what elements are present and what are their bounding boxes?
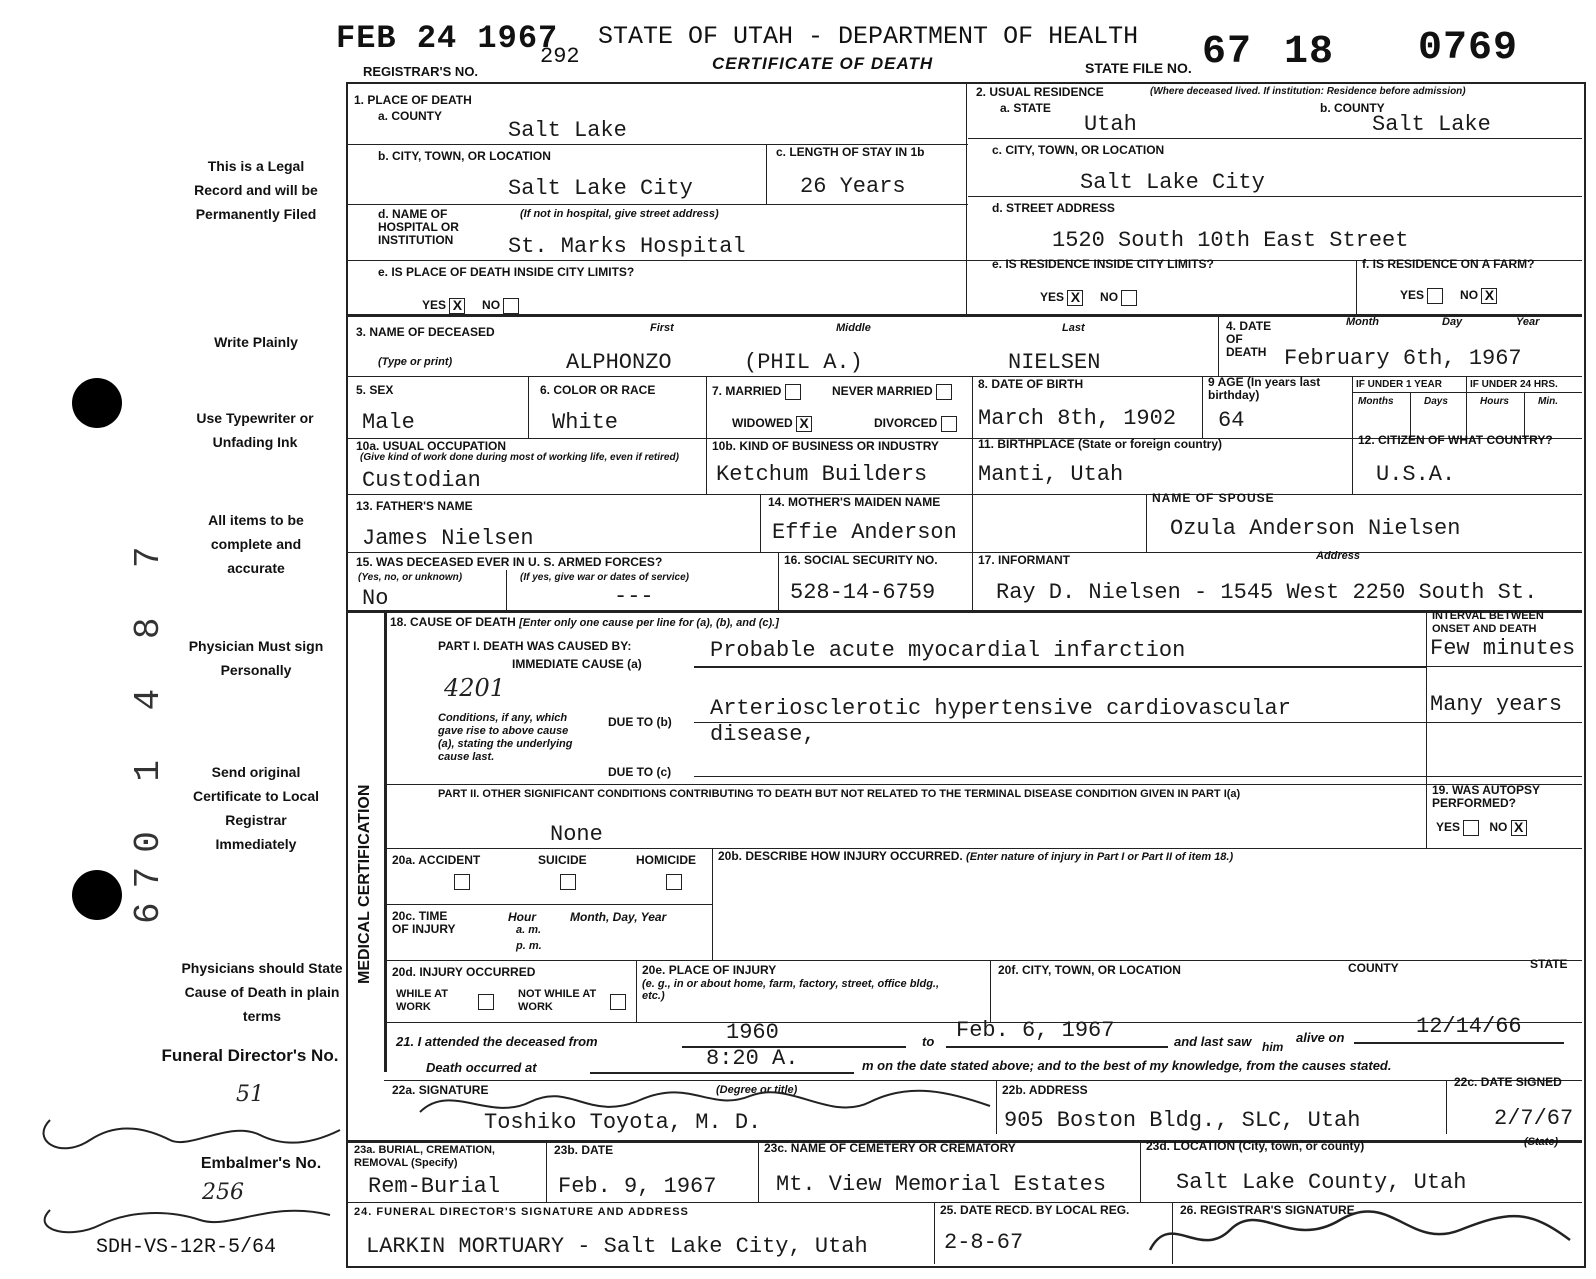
disposition-field[interactable]: Rem-Burial	[368, 1174, 501, 1199]
inside-city-limits-label: e. IS PLACE OF DEATH INSIDE CITY LIMITS?	[378, 265, 635, 279]
minutes-label: Min.	[1538, 396, 1558, 407]
sidebar-send-note: Send original Certificate to Local Registrar Immediately	[192, 764, 320, 852]
last-saw-label: and last saw	[1174, 1034, 1252, 1049]
residence-city-yes-label: YES	[1040, 290, 1065, 305]
injury-county-label: COUNTY	[1348, 961, 1399, 975]
death-county-field[interactable]: Salt Lake	[508, 118, 627, 143]
time-of-injury-label: 20c. TIME OF INJURY	[392, 909, 456, 936]
autopsy-yes-checkbox[interactable]	[1463, 820, 1479, 836]
date-signed-label: 22c. DATE SIGNED	[1454, 1075, 1562, 1089]
alive-on-label: alive on	[1296, 1030, 1345, 1045]
registrar-signature-label: 26. REGISTRAR'S SIGNATURE	[1180, 1203, 1355, 1217]
state-file-year: 67	[1202, 30, 1253, 75]
injury-description-label: 20b. DESCRIBE HOW INJURY OCCURRED.	[718, 849, 963, 863]
under-24-hrs-label: IF UNDER 24 HRS.	[1470, 379, 1558, 390]
sex-field[interactable]: Male	[362, 410, 415, 435]
residence-county-label: b. COUNTY	[1320, 101, 1385, 115]
embalmer-label: Embalmer's No.	[200, 1155, 322, 1172]
accident-checkbox[interactable]	[454, 874, 470, 890]
date-received-label: 25. DATE RECD. BY LOCAL REG.	[940, 1203, 1130, 1217]
due-to-c-label: DUE TO (c)	[608, 765, 672, 779]
cause-of-death-label: 18. CAUSE OF DEATH	[390, 615, 516, 629]
sidebar-legal-note: This is a Legal Record and will be Permanently Filed	[194, 158, 318, 222]
homicide-label: HOMICIDE	[636, 853, 696, 867]
citizen-field[interactable]: U.S.A.	[1376, 462, 1456, 487]
attended-to-label: to	[922, 1034, 935, 1049]
due-to-b-label: DUE TO (b)	[608, 715, 672, 729]
am-label: a. m.	[516, 924, 542, 936]
sidebar-typewriter-note: Use Typewriter or Unfading Ink	[196, 410, 314, 450]
place-of-injury-label: 20e. PLACE OF INJURY	[642, 963, 777, 977]
death-city-label: b. CITY, TOWN, OR LOCATION	[378, 149, 551, 163]
form-number: SDH-VS-12R-5/64	[96, 1236, 277, 1259]
farm-yes-checkbox[interactable]	[1427, 288, 1443, 304]
father-name-label: 13. FATHER'S NAME	[356, 499, 473, 513]
race-field[interactable]: White	[552, 410, 619, 435]
residence-state-field[interactable]: Utah	[1084, 112, 1137, 137]
hospital-field[interactable]: St. Marks Hospital	[508, 234, 746, 259]
ssn-label: 16. SOCIAL SECURITY NO.	[784, 553, 938, 567]
never-married-label: NEVER MARRIED	[832, 384, 933, 399]
interval-a-field[interactable]: Few minutes	[1430, 636, 1576, 661]
farm-no-label: NO	[1460, 288, 1479, 303]
hours-label: Hours	[1480, 396, 1509, 407]
divorced-checkbox[interactable]	[941, 416, 957, 432]
death-city-yes-label: YES	[422, 298, 447, 313]
birthplace-label: 11. BIRTHPLACE (State or foreign country)	[978, 437, 1223, 451]
date-received-field[interactable]: 2-8-67	[944, 1230, 1024, 1255]
age-label: 9 AGE (In years last birthday)	[1208, 375, 1321, 402]
street-address-label: d. STREET ADDRESS	[992, 201, 1115, 215]
date-of-death-label: 4. DATE OF DEATH	[1226, 319, 1272, 359]
part-one-label: PART I. DEATH WAS CAUSED BY:	[438, 639, 632, 653]
embalmer-number: 256	[202, 1180, 244, 1205]
business-label: 10b. KIND OF BUSINESS OR INDUSTRY	[712, 439, 939, 453]
death-time-field[interactable]: 8:20 A.	[706, 1046, 799, 1071]
accident-label: 20a. ACCIDENT	[392, 853, 481, 867]
registrar-number: 292	[540, 44, 580, 69]
date-stamp: FEB 24 1967	[336, 20, 559, 57]
autopsy-label: 19. WAS AUTOPSY PERFORMED?	[1432, 783, 1540, 810]
injury-occurred-label: 20d. INJURY OCCURRED	[392, 965, 536, 979]
ssn-field[interactable]: 528-14-6759	[790, 580, 936, 605]
length-of-stay-label: c. LENGTH OF STAY IN 1b	[776, 145, 925, 159]
street-address-field[interactable]: 1520 South 10th East Street	[1052, 228, 1409, 253]
last-name-label: Last	[1062, 322, 1085, 334]
mother-name-label: 14. MOTHER'S MAIDEN NAME	[768, 495, 941, 509]
attended-from-field[interactable]: 1960	[726, 1020, 779, 1045]
cemetery-field[interactable]: Mt. View Memorial Estates	[776, 1172, 1107, 1197]
farm-no-checkbox[interactable]: X	[1481, 288, 1497, 304]
autopsy-no-label: NO	[1489, 820, 1508, 835]
residence-city-limits-label: e. IS RESIDENCE INSIDE CITY LIMITS?	[992, 257, 1214, 271]
sidebar-write-note: Write Plainly	[214, 334, 298, 350]
registrar-signature	[1140, 1200, 1580, 1264]
suicide-label: SUICIDE	[538, 853, 587, 867]
state-file-serial: 0769	[1418, 26, 1519, 71]
burial-state-label: (State)	[1524, 1136, 1559, 1148]
race-label: 6. COLOR OR RACE	[540, 383, 656, 397]
attended-to-field[interactable]: Feb. 6, 1967	[956, 1018, 1115, 1043]
middle-name-label: Middle	[836, 322, 871, 334]
marital-label: 7.	[712, 384, 723, 399]
residence-county-field[interactable]: Salt Lake	[1372, 112, 1491, 137]
alive-on-field[interactable]: 12/14/66	[1416, 1014, 1522, 1039]
days-label: Days	[1424, 396, 1448, 407]
signature-label: 22a. SIGNATURE	[392, 1083, 489, 1097]
married-label: MARRIED	[725, 384, 782, 399]
date-of-death-field[interactable]: February 6th, 1967	[1284, 346, 1522, 371]
widowed-label: WIDOWED	[732, 416, 793, 431]
middle-name-field[interactable]: (PHIL A.)	[744, 350, 863, 375]
residence-city-field[interactable]: Salt Lake City	[1080, 170, 1265, 195]
place-of-death-label: 1. PLACE OF DEATH	[354, 93, 472, 107]
divorced-label: DIVORCED	[874, 416, 938, 431]
sex-label: 5. SEX	[356, 383, 394, 397]
interval-label: INTERVAL BETWEEN ONSET AND DEATH	[1432, 610, 1544, 635]
punch-hole-bottom	[72, 870, 122, 920]
while-at-work-checkbox[interactable]	[478, 994, 494, 1010]
funeral-director-number: 51	[236, 1082, 264, 1107]
month-day-year-label: Month, Day, Year	[570, 910, 667, 924]
never-married-checkbox[interactable]	[936, 384, 952, 400]
vertical-serial: 670 1 4 8 7	[128, 532, 169, 924]
residence-city-label: c. CITY, TOWN, OR LOCATION	[992, 143, 1165, 157]
funeral-director-field[interactable]: LARKIN MORTUARY - Salt Lake City, Utah	[366, 1234, 868, 1259]
conditions-note: Conditions, if any, which gave rise to above cause (a), stating the underlying cause last.	[438, 712, 573, 763]
death-city-yes-checkbox[interactable]: X	[449, 298, 465, 314]
immediate-cause-label: IMMEDIATE CAUSE (a)	[512, 657, 642, 671]
while-at-work-label: WHILE AT WORK	[396, 988, 448, 1013]
sidebar-complete-note: All items to be complete and accurate	[208, 512, 304, 576]
occupation-note: (Give kind of work done during most of working life, even if retired)	[360, 452, 679, 463]
occupation-label: 10a. USUAL OCCUPATION	[356, 439, 507, 453]
cemetery-label: 23c. NAME OF CEMETERY OR CREMATORY	[764, 1141, 1016, 1155]
armed-forces-note: (Yes, no, or unknown)	[358, 572, 463, 583]
length-of-stay-field[interactable]: 26 Years	[800, 174, 906, 199]
physician-address-field[interactable]: 905 Boston Bldg., SLC, Utah	[1004, 1108, 1361, 1133]
state-file-label: STATE FILE NO.	[1085, 60, 1192, 76]
date-signed-field[interactable]: 2/7/67	[1494, 1106, 1574, 1131]
registrar-label: REGISTRAR'S NO.	[363, 64, 479, 79]
year-label: Year	[1516, 316, 1540, 328]
cause-a-field[interactable]: Probable acute myocardial infarction	[710, 638, 1186, 663]
spouse-label: NAME OF SPOUSE	[1152, 491, 1275, 505]
month-label: Month	[1346, 316, 1379, 328]
death-occurred-label: Death occurred at	[426, 1060, 537, 1075]
armed-forces-label: 15. WAS DECEASED EVER IN U. S. ARMED FORCES?	[356, 555, 663, 569]
burial-date-label: 23b. DATE	[554, 1143, 614, 1157]
state-file-district: 18	[1284, 30, 1335, 75]
part-two-field[interactable]: None	[550, 822, 603, 847]
not-while-at-work-checkbox[interactable]	[610, 994, 626, 1010]
death-county-label: a. COUNTY	[378, 109, 443, 123]
name-of-deceased-label: 3. NAME OF DECEASED	[356, 325, 495, 339]
name-note: (Type or print)	[378, 356, 453, 368]
under-one-year-label: IF UNDER 1 YEAR	[1356, 379, 1442, 390]
not-while-at-work-label: NOT WHILE AT WORK	[518, 988, 597, 1013]
farm-label: f. IS RESIDENCE ON A FARM?	[1362, 257, 1535, 271]
informant-address-label: Address	[1316, 550, 1361, 562]
death-city-no-checkbox[interactable]	[503, 298, 519, 314]
father-name-field[interactable]: James Nielsen	[362, 526, 534, 551]
autopsy-yes-label: YES	[1436, 820, 1461, 835]
armed-forces-dates-field[interactable]: ---	[614, 584, 654, 609]
widowed-checkbox[interactable]: X	[796, 416, 812, 432]
first-name-label: First	[650, 322, 674, 334]
medical-certification-label: MEDICAL CERTIFICATION	[356, 784, 373, 984]
usual-residence-label: 2. USUAL RESIDENCE	[976, 85, 1104, 99]
burial-location-label: 23d. LOCATION (City, town, or county)	[1146, 1139, 1365, 1153]
farm-yes-label: YES	[1400, 288, 1425, 303]
residence-state-label: a. STATE	[1000, 101, 1051, 115]
place-of-injury-note: (e. g., in or about home, farm, factory, street, office bldg., etc.)	[642, 978, 940, 1002]
autopsy-no-checkbox[interactable]: X	[1511, 820, 1527, 836]
cause-code: 4201	[444, 674, 506, 702]
sidebar-plain-note: Physicians should State Cause of Death in plain terms	[181, 960, 343, 1024]
punch-hole-top	[72, 378, 122, 428]
sidebar-physician-note: Physician Must sign Personally	[188, 638, 324, 678]
physician-name-field[interactable]: Toshiko Toyota, M. D.	[484, 1110, 762, 1135]
death-city-field[interactable]: Salt Lake City	[508, 176, 693, 201]
him-label: him	[1262, 1040, 1284, 1054]
armed-forces-field[interactable]: No	[362, 586, 389, 611]
certificate-title: CERTIFICATE OF DEATH	[712, 54, 934, 73]
hospital-label: d. NAME OF HOSPITAL OR INSTITUTION	[378, 207, 459, 247]
suicide-checkbox[interactable]	[560, 874, 576, 890]
occupation-field[interactable]: Custodian	[362, 468, 481, 493]
date-of-birth-field[interactable]: March 8th, 1902	[978, 406, 1177, 431]
age-field[interactable]: 64	[1218, 408, 1245, 433]
homicide-checkbox[interactable]	[666, 874, 682, 890]
hospital-note: (If not in hospital, give street address)	[520, 208, 719, 220]
cause-b-field-line2[interactable]: disease,	[710, 722, 816, 747]
injury-state-label: STATE	[1530, 957, 1568, 971]
residence-city-no-label: NO	[1100, 290, 1119, 305]
business-field[interactable]: Ketchum Builders	[716, 462, 928, 487]
mother-name-field[interactable]: Effie Anderson	[772, 520, 957, 545]
death-city-no-label: NO	[482, 298, 501, 313]
disposition-label: 23a. BURIAL, CREMATION, REMOVAL (Specify)	[354, 1144, 495, 1169]
part-two-label: PART II. OTHER SIGNIFICANT CONDITIONS CONTRIBUTING TO DEATH BUT NOT RELATED TO THE TERMINAL DISEASE CONDITION GIVEN IN PART I(a)	[438, 788, 1241, 800]
pm-label: p. m.	[516, 940, 542, 952]
citizen-label: 12. CITIZEN OF WHAT COUNTRY?	[1358, 433, 1553, 447]
attended-label: 21. I attended the deceased from	[396, 1034, 598, 1049]
months-label: Months	[1358, 396, 1394, 407]
burial-location-field[interactable]: Salt Lake County, Utah	[1176, 1170, 1467, 1195]
informant-field[interactable]: Ray D. Nielsen - 1545 West 2250 South St.	[996, 580, 1538, 605]
birthplace-field[interactable]: Manti, Utah	[978, 462, 1124, 487]
day-label: Day	[1442, 316, 1463, 328]
residence-city-yes-checkbox[interactable]: X	[1067, 290, 1083, 306]
cause-of-death-note: [Enter only one cause per line for (a), (b), and (c).]	[519, 617, 779, 629]
injury-description-note: (Enter nature of injury in Part I or Part II of item 18.)	[966, 851, 1234, 863]
funeral-director-label: Funeral Director's No.	[161, 1046, 339, 1065]
hour-label: Hour	[508, 910, 536, 924]
stated-note: m on the date stated above; and to the best of my knowledge, from the causes stated.	[862, 1058, 1392, 1073]
usual-residence-note: (Where deceased lived. If institution: Residence before admission)	[1150, 86, 1466, 97]
married-checkbox[interactable]	[785, 384, 801, 400]
last-name-field[interactable]: NIELSEN	[1008, 350, 1101, 375]
interval-b-field[interactable]: Many years	[1430, 692, 1563, 717]
cause-b-field-line1[interactable]: Arteriosclerotic hypertensive cardiovascular	[710, 696, 1291, 721]
date-of-birth-label: 8. DATE OF BIRTH	[978, 377, 1084, 391]
burial-date-field[interactable]: Feb. 9, 1967	[558, 1174, 717, 1199]
funeral-director-sig-label: 24. FUNERAL DIRECTOR'S SIGNATURE AND ADDRESS	[354, 1206, 689, 1218]
agency-title: STATE OF UTAH - DEPARTMENT OF HEALTH	[598, 22, 1139, 51]
degree-label: (Degree or title)	[716, 1084, 798, 1096]
funeral-director-signature	[30, 1080, 350, 1240]
spouse-field[interactable]: Ozula Anderson Nielsen	[1170, 516, 1461, 541]
physician-address-label: 22b. ADDRESS	[1002, 1083, 1088, 1097]
residence-city-no-checkbox[interactable]	[1121, 290, 1137, 306]
informant-label: 17. INFORMANT	[978, 553, 1071, 567]
injury-city-label: 20f. CITY, TOWN, OR LOCATION	[998, 963, 1181, 977]
first-name-field[interactable]: ALPHONZO	[566, 350, 672, 375]
armed-forces-dates-note: (If yes, give war or dates of service)	[520, 572, 689, 583]
